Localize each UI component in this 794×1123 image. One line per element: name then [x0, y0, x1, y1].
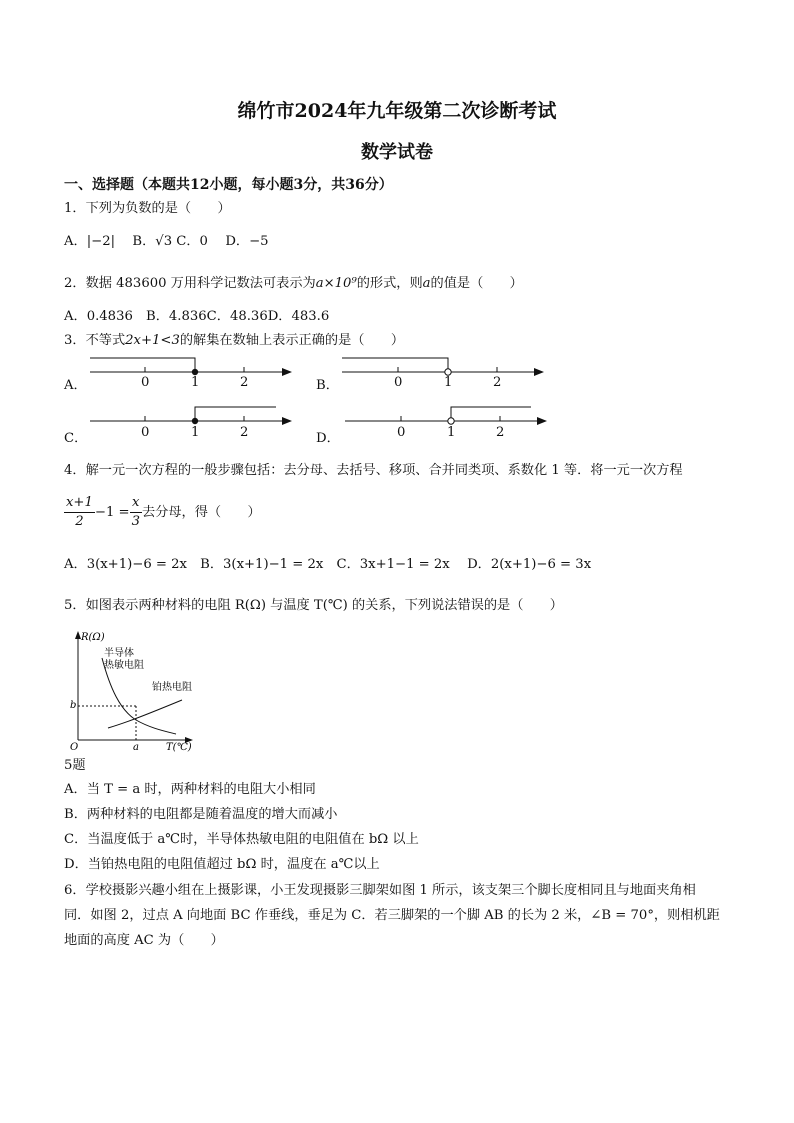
q5-graph [64, 628, 204, 752]
q5-graph-origin-label: O [70, 742, 79, 752]
q5-stem: 5．如图表示两种材料的电阻 R(Ω) 与温度 T(℃) 的关系，下列说法错误的是（ ） [64, 598, 563, 613]
q3-stem-expr: 2x+1<3 [125, 333, 180, 348]
q5-option-b: B．两种材料的电阻都是随着温度的增大而减小 [64, 807, 338, 822]
q4-fraction-right-num: x [130, 494, 142, 513]
q6-line-2: 同．如图 2，过点 A 向地面 BC 作垂线，垂足为 C．若三脚架的一个脚 AB 的长为 2 米，∠B = 70°，则相机距 [64, 908, 720, 923]
q5-caption: 5题 [64, 758, 86, 773]
q5-graph-xlabel: T(℃) [166, 742, 192, 752]
q5-graph-ylabel: R(Ω) [81, 632, 105, 643]
section-heading: 一、选择题（本题共12小题，每小题3分，共36分） [64, 177, 393, 193]
tick-label-2: 2 [496, 425, 505, 440]
tick-label-1: 1 [444, 375, 453, 390]
q3-label-b: B． [316, 378, 339, 393]
tick-label-0: 0 [141, 375, 150, 390]
tick-label-1: 1 [191, 425, 200, 440]
exam-subtitle: 数学试卷 [361, 142, 433, 163]
tick-label-0: 0 [397, 425, 406, 440]
tick-label-1: 1 [447, 425, 456, 440]
q4-stem: 4．解一元一次方程的一般步骤包括：去分母、去括号、移项、合并同类项、系数化 1 等．将一元一次方程 [64, 463, 683, 478]
exam-title: 绵竹市2024年九年级第二次诊断考试 [237, 100, 557, 122]
q4-fraction-left [64, 494, 95, 531]
q4-fraction-left-den: 2 [75, 514, 84, 529]
q1-options: A．|−2| B．√3 C．0 D．−5 [64, 234, 269, 249]
q4-fraction-left-num: x+1 [64, 494, 95, 513]
q2-stem-part-b: 的形式，则 [356, 276, 423, 291]
q6-line-1: 6．学校摄影兴趣小组在上摄影课，小王发现摄影三脚架如图 1 所示，该支架三个脚长度相同且与地面夹角相 [64, 883, 696, 898]
q5-graph-curve1-label-line1: 半导体 [104, 648, 134, 659]
q3-stem-part-a: 3．不等式 [64, 333, 126, 348]
q4-equation-mid: −1 = [94, 505, 130, 520]
q4-equation [64, 494, 261, 531]
q4-fraction-right-den: 3 [131, 514, 140, 529]
q4-fraction-right [130, 494, 142, 531]
tick-label-0: 0 [141, 425, 150, 440]
q3-stem-part-b: 的解集在数轴上表示正确的是（ ） [179, 333, 405, 348]
tick-label-2: 2 [493, 375, 502, 390]
tick-label-0: 0 [394, 375, 403, 390]
q3-stem [64, 332, 404, 350]
q5-option-a: A．当 T = a 时，两种材料的电阻大小相同 [64, 782, 316, 797]
tick-label-1: 1 [191, 375, 200, 390]
tick-label-2: 2 [240, 375, 249, 390]
q5-graph-b-label: b [70, 700, 77, 711]
tick-label-2: 2 [240, 425, 249, 440]
q5-graph-curve2-label: 铂热电阻 [152, 682, 192, 693]
q5-option-c: C．当温度低于 a℃时，半导体热敏电阻的电阻值在 bΩ 以上 [64, 832, 419, 847]
q3-label-a: A． [64, 378, 87, 393]
q2-stem-expr: a×10⁹ [315, 276, 357, 291]
q2-options: A．0.4836 B．4.836C．48.36D．483.6 [64, 309, 330, 324]
q5-graph-a-label: a [133, 742, 139, 752]
q2-stem-part-c: 的值是（ ） [430, 276, 523, 291]
q5-option-d: D．当铂热电阻的电阻值超过 bΩ 时，温度在 a℃以上 [64, 857, 380, 872]
q2-stem-part-a: 2．数据 483600 万用科学记数法可表示为 [64, 276, 316, 291]
q1-stem: 1．下列为负数的是（ ） [64, 201, 231, 216]
q3-label-d: D． [316, 431, 340, 446]
q6-line-3: 地面的高度 AC 为（ ） [64, 933, 224, 948]
q4-options: A．3(x+1)−6 = 2x B．3(x+1)−1 = 2x C．3x+1−1 = 2x D．2(x+1)−6 = 3x [64, 557, 592, 572]
q4-equation-tail: 去分母，得（ ） [141, 505, 261, 520]
q2-stem-var: a [422, 276, 431, 291]
q2-stem [64, 275, 523, 293]
q3-label-c: C． [64, 431, 88, 446]
q5-graph-curve1-label-line2: 热敏电阻 [104, 660, 144, 671]
